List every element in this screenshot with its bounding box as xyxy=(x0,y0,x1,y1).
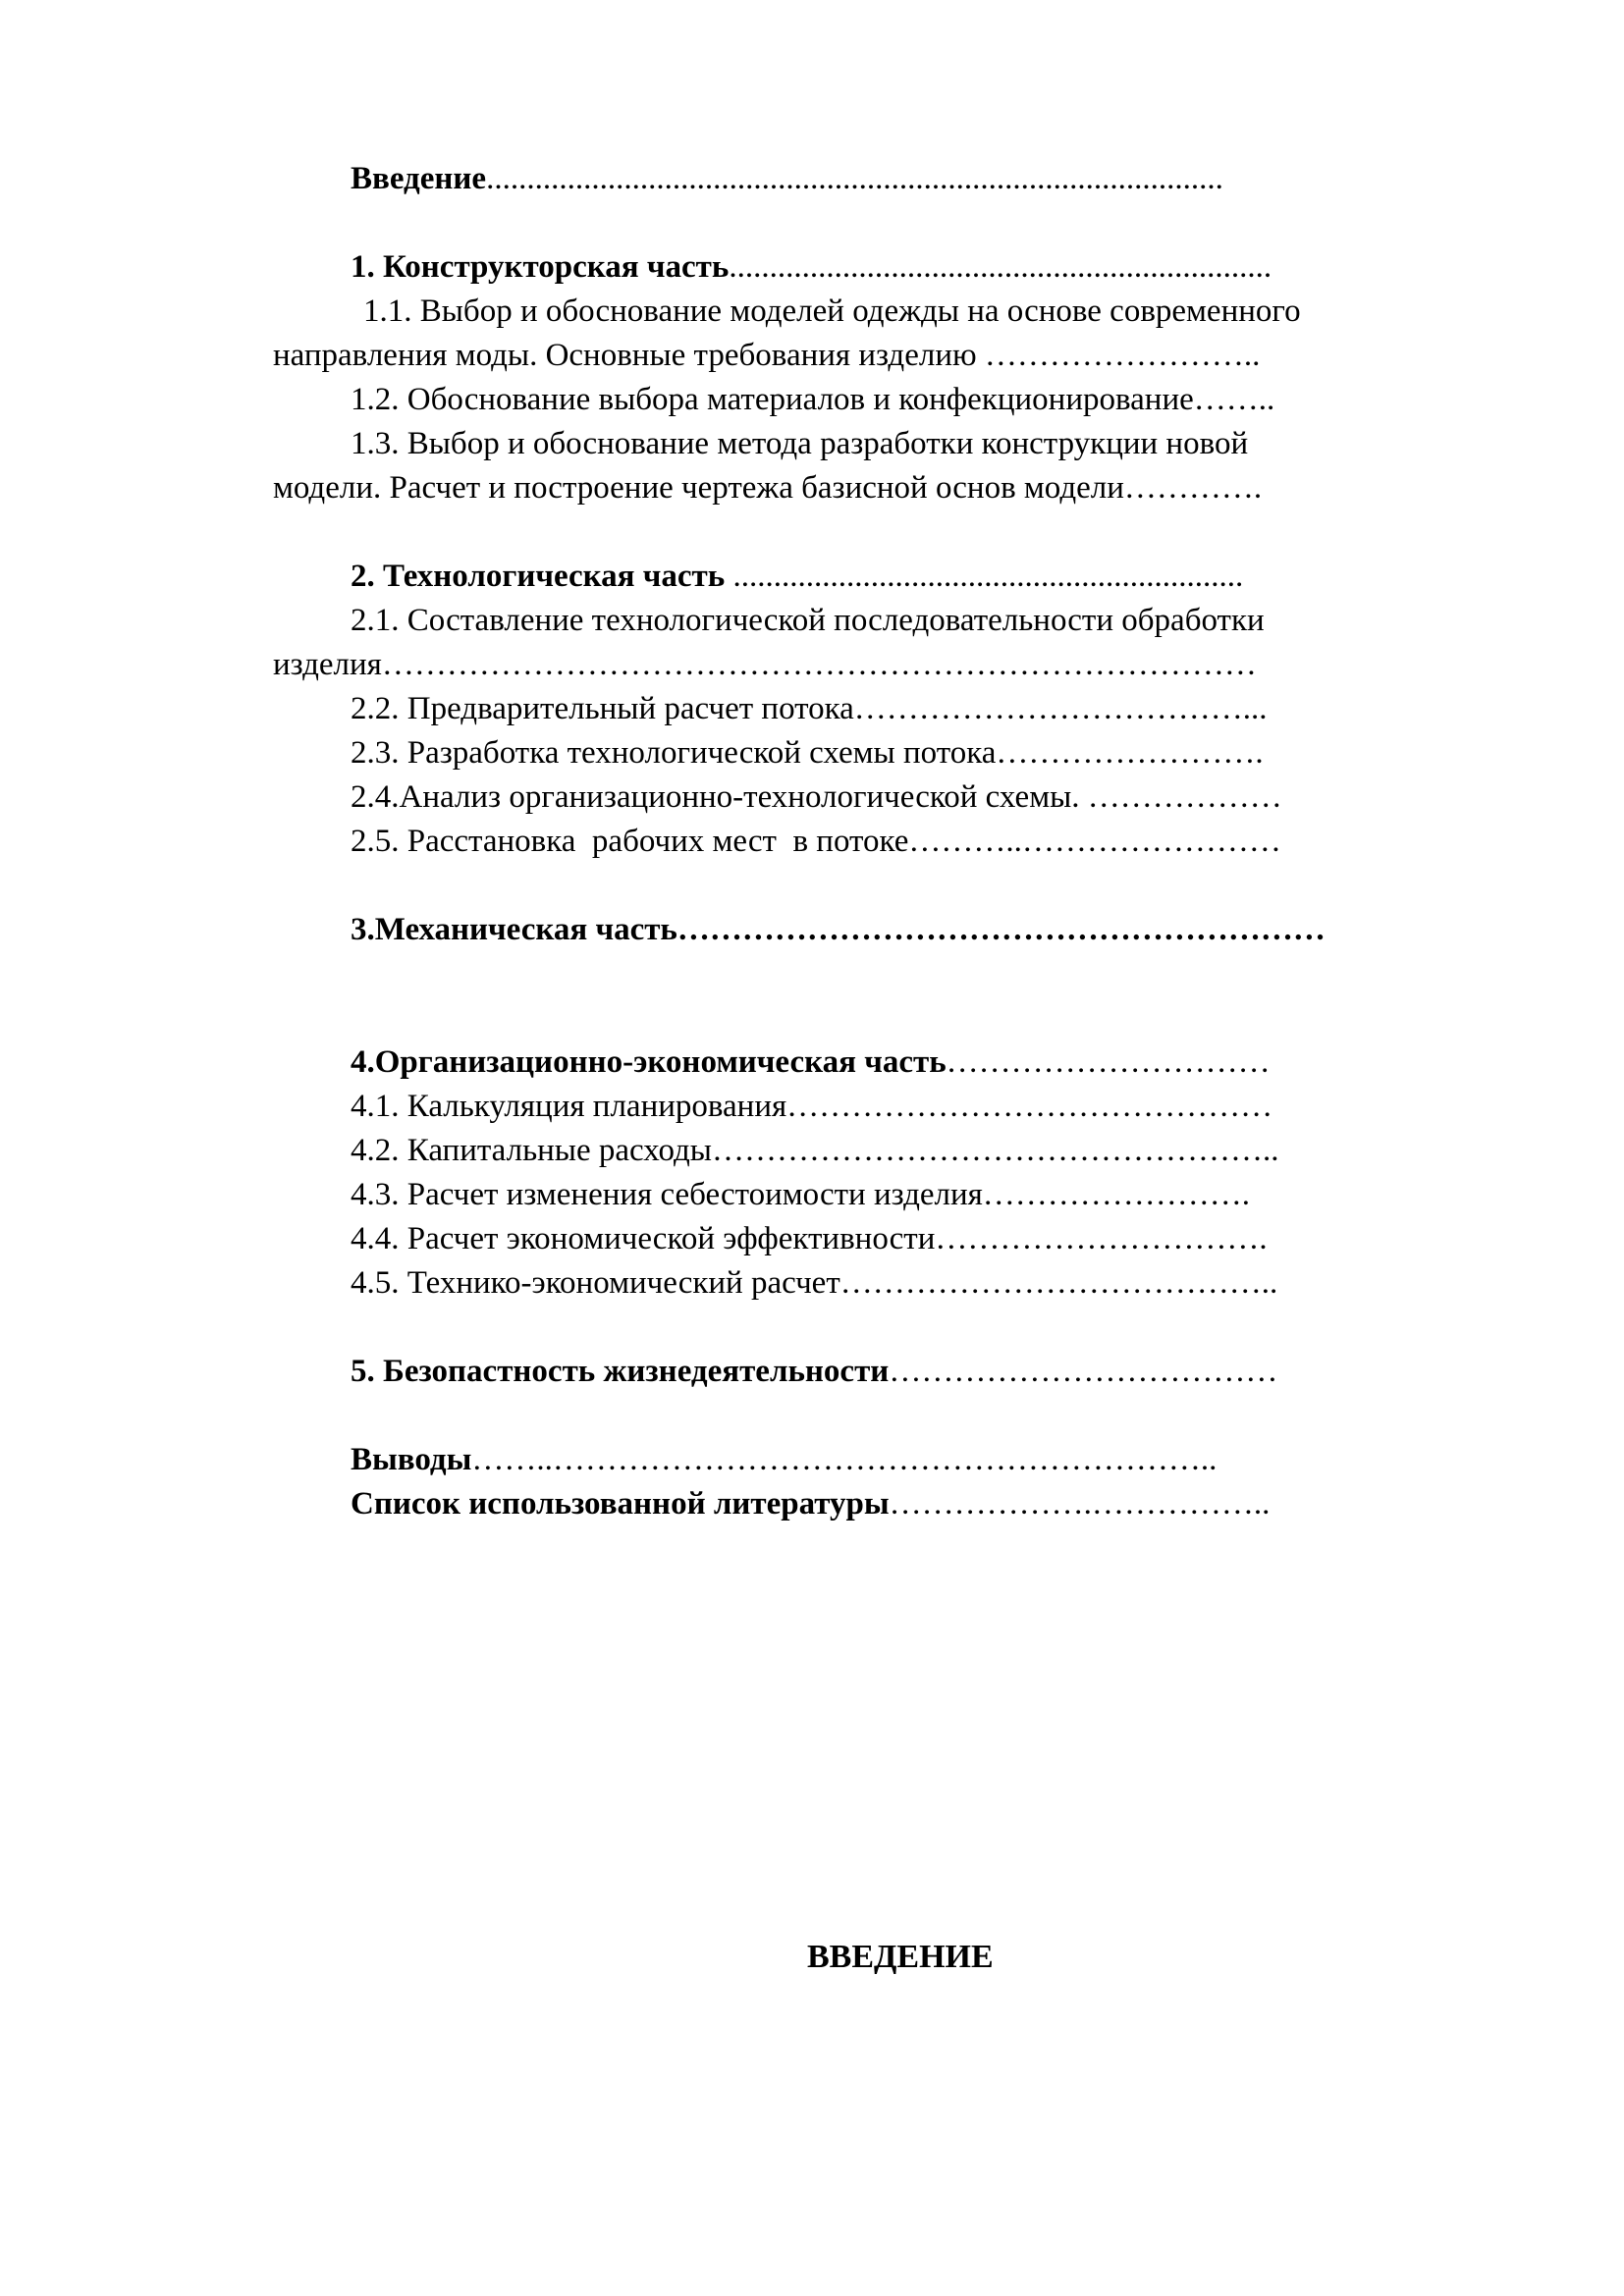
toc-entry-conclusions xyxy=(351,1438,1217,1481)
toc-leader-dots: ……………………………… xyxy=(889,1354,1278,1389)
toc-entry-4-3: 4.3. Расчет изменения себестоимости изделия……………………. xyxy=(351,1177,1251,1212)
toc-entry-part1 xyxy=(351,245,1272,289)
toc-title: 4.Организационно-экономическая часть xyxy=(351,1044,947,1080)
toc-title: 3.Механическая часть xyxy=(351,912,677,947)
toc-entry-4-5: 4.5. Технико-экономический расчет………………………………….. xyxy=(351,1265,1278,1301)
toc-entry-2-1-line1: 2.1. Составление технологической последовательности обработки xyxy=(351,603,1265,638)
section-heading: ВВЕДЕНИЕ xyxy=(807,1939,994,1975)
toc-title: Выводы xyxy=(351,1442,472,1477)
toc-entry-4-2: 4.2. Капитальные расходы…………………………………………….. xyxy=(351,1133,1279,1168)
toc-entry-references xyxy=(351,1482,1270,1525)
toc-entry-4-4: 4.4. Расчет экономической эффективности…………………………. xyxy=(351,1221,1268,1256)
toc-leader-dots: ………………………… xyxy=(946,1044,1271,1080)
toc-entry-2-1-line2: изделия……………………………………………………………………… xyxy=(273,647,1257,682)
toc-entry-part3 xyxy=(351,908,1326,951)
toc-entry-2-5: 2.5. Расстановка рабочих мест в потоке………..…………………… xyxy=(351,824,1281,859)
toc-entry-1-2: 1.2. Обоснование выбора материалов и конфекционирование…….. xyxy=(351,382,1275,417)
toc-entry-2-3: 2.3. Разработка технологической схемы потока……………………. xyxy=(351,735,1264,771)
toc-title: 2. Технологическая часть xyxy=(351,559,726,594)
toc-leader-dots: ............................................................... xyxy=(725,559,1244,594)
toc-entry-part4 xyxy=(351,1041,1271,1084)
toc-entry-1-3-line2: модели. Расчет и построение чертежа базисной основ модели…………. xyxy=(273,470,1263,506)
toc-title: 1. Конструкторская часть xyxy=(351,249,730,285)
toc-leader-dots: …………………………………………………… xyxy=(677,912,1326,947)
toc-entry-part5 xyxy=(351,1350,1277,1393)
toc-entry-4-1: 4.1. Калькуляция планирования……………………………………… xyxy=(351,1089,1273,1124)
toc-leader-dots: ........................................................................................... xyxy=(486,161,1223,196)
toc-entry-1-1-line1: 1.1. Выбор и обоснование моделей одежды на основе современного xyxy=(363,294,1301,329)
toc-leader-dots: ................................................................... xyxy=(729,249,1272,285)
toc-leader-dots: ……..…………………………………………………….. xyxy=(471,1442,1218,1477)
toc-entry-2-4: 2.4.Анализ организационно-технологической схемы. ……………… xyxy=(351,779,1282,815)
toc-title: Введение xyxy=(351,161,487,196)
toc-entry-intro xyxy=(351,157,1223,200)
toc-entry-part2 xyxy=(351,555,1243,598)
toc-leader-dots: ……………….…………….. xyxy=(889,1486,1271,1522)
toc-entry-1-1-line2: направления моды. Основные требования изделию …………………….. xyxy=(273,338,1261,373)
toc-entry-1-3-line1: 1.3. Выбор и обоснование метода разработки конструкции новой xyxy=(351,426,1249,461)
toc-title: 5. Безопастность жизнедеятельности xyxy=(351,1354,890,1389)
toc-entry-2-2: 2.2. Предварительный расчет потока………………………………... xyxy=(351,691,1268,726)
toc-title: Список использованной литературы xyxy=(351,1486,890,1522)
